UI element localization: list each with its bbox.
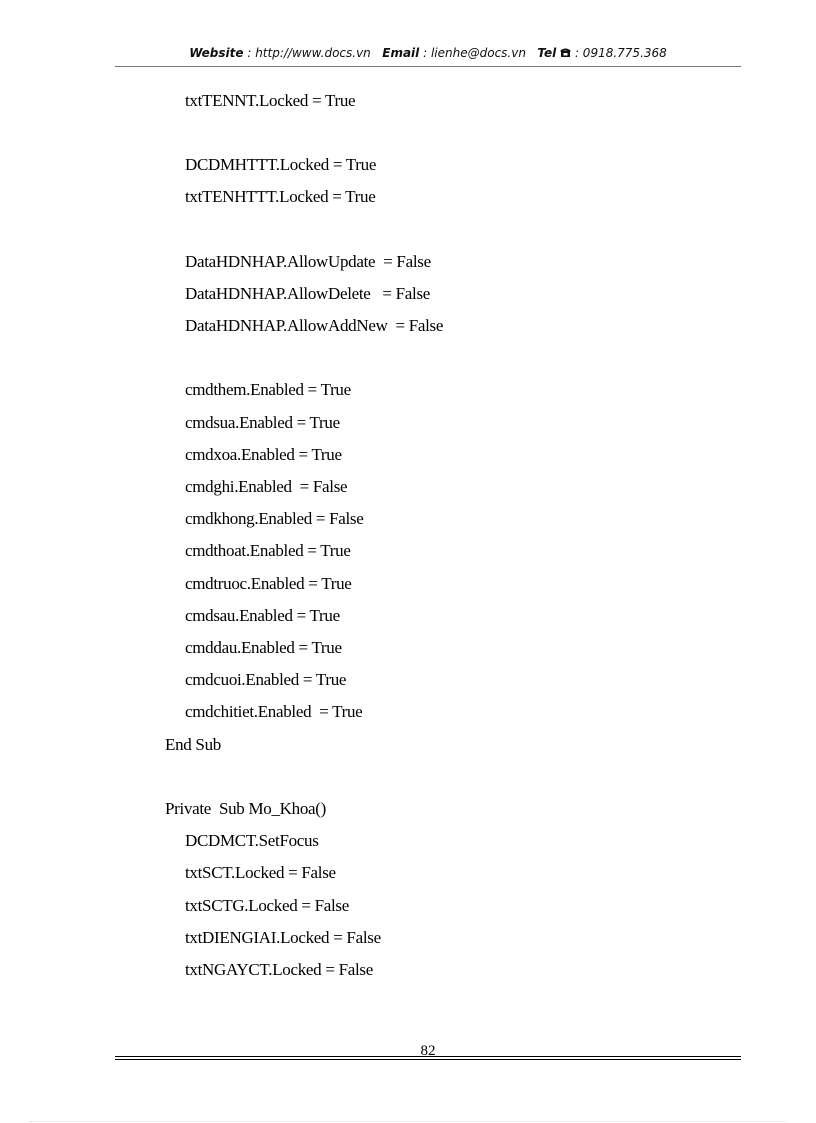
tel-label: Tel: [537, 46, 557, 60]
page-header: [115, 46, 741, 66]
code-line: cmdthem.Enabled = True: [185, 380, 351, 399]
code-line: cmdthoat.Enabled = True: [185, 541, 351, 560]
tel-value: : 0918.775.368: [574, 46, 667, 60]
website-label: Website: [189, 46, 244, 60]
code-line: txtSCTG.Locked = False: [185, 896, 349, 915]
code-line: txtNGAYCT.Locked = False: [185, 960, 373, 979]
page-edge-dots: [30, 1121, 786, 1122]
email-label: Email: [382, 46, 420, 60]
code-line: DCDMCT.SetFocus: [185, 831, 319, 850]
page-number: 82: [420, 1043, 436, 1059]
header-rule: [115, 66, 741, 67]
code-line: txtTENHTTT.Locked = True: [185, 187, 376, 206]
code-line: cmdkhong.Enabled = False: [185, 509, 364, 528]
code-line: cmdtruoc.Enabled = True: [185, 574, 352, 593]
code-line: DCDMHTTT.Locked = True: [185, 155, 377, 174]
code-line: cmdghi.Enabled = False: [185, 477, 348, 496]
code-line: cmdsua.Enabled = True: [185, 413, 340, 432]
footer-rule: [115, 1056, 741, 1057]
email-value: : lienhe@docs.vn: [423, 46, 526, 60]
code-line: cmdsau.Enabled = True: [185, 606, 340, 625]
code-line: txtTENNT.Locked = True: [185, 91, 356, 110]
footer-rule: [115, 1059, 741, 1060]
website-value: : http://www.docs.vn: [247, 46, 371, 60]
code-line: cmdcuoi.Enabled = True: [185, 670, 347, 689]
code-line: End Sub: [165, 735, 221, 754]
code-line: DataHDNHAP.AllowDelete = False: [185, 284, 431, 303]
code-line: txtDIENGIAI.Locked = False: [185, 928, 381, 947]
code-line: cmdxoa.Enabled = True: [185, 445, 342, 464]
code-line: txtSCT.Locked = False: [185, 863, 336, 882]
phone-icon: [560, 47, 571, 61]
code-line: cmddau.Enabled = True: [185, 638, 342, 657]
code-line: Private Sub Mo_Khoa(): [165, 799, 327, 818]
code-line: cmdchitiet.Enabled = True: [185, 702, 363, 721]
code-line: DataHDNHAP.AllowUpdate = False: [185, 252, 431, 271]
code-line: DataHDNHAP.AllowAddNew = False: [185, 316, 444, 335]
